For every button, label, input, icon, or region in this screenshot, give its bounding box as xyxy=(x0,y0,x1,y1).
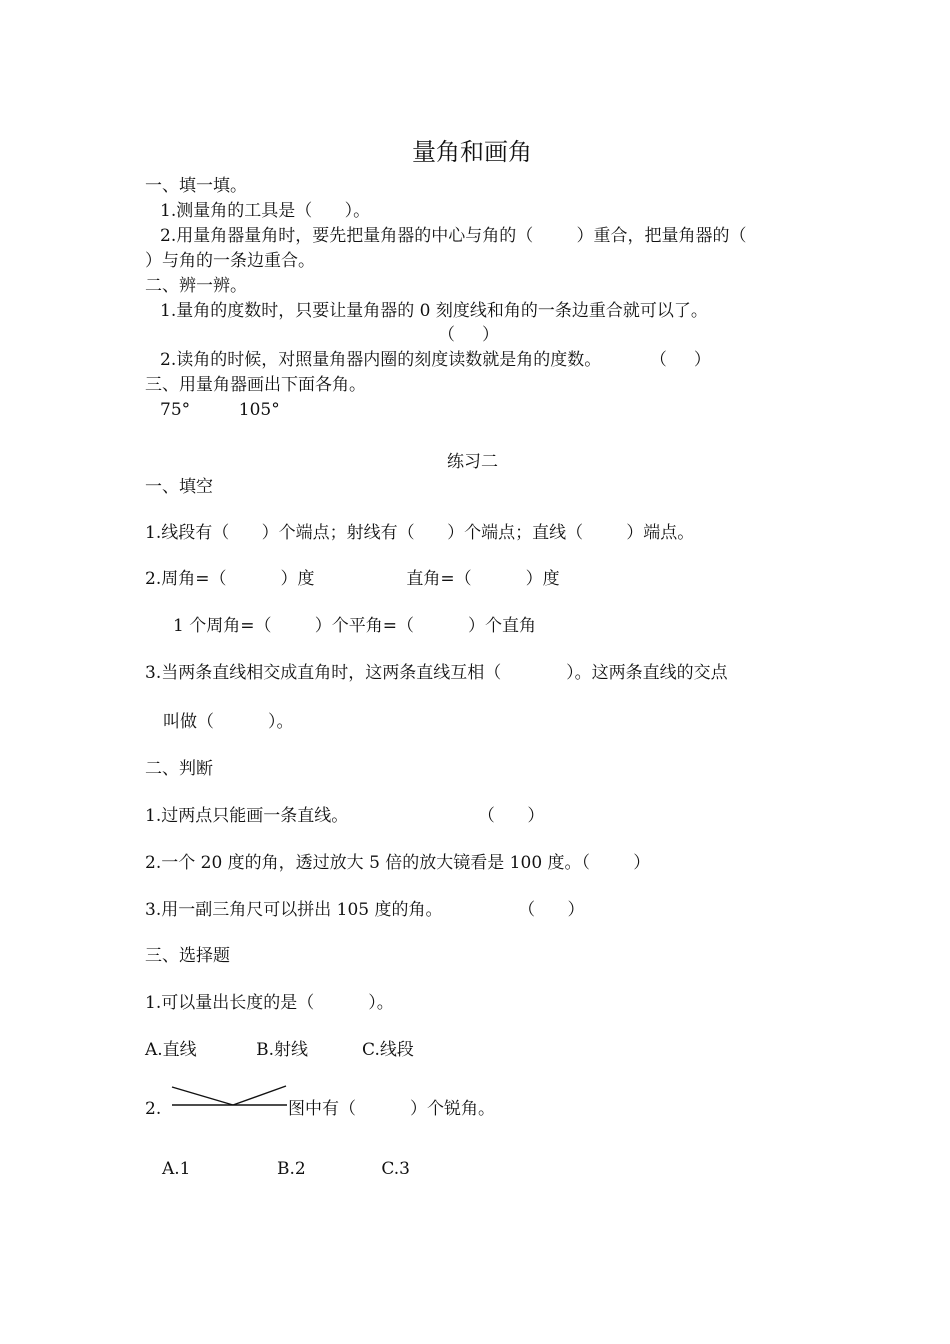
question-text: 2.一个 20 度的角，透过放大 5 倍的放大镜看是 100 度。（ ） xyxy=(145,853,651,873)
section-heading-fill: 一、填一填。 xyxy=(145,176,247,196)
answer-blank: （ ） xyxy=(438,325,500,345)
question-text: 图中有（ ）个锐角。 xyxy=(288,1099,496,1119)
question-text: 3.当两条直线相交成直角时，这两条直线互相（ ）。这两条直线的交点 xyxy=(145,663,728,683)
angle-list: 75° 105° xyxy=(160,400,280,420)
angle-line-right xyxy=(233,1086,286,1105)
question-text: 2.用量角器量角时，要先把量角器的中心与角的（ ）重合，把量角器的（ xyxy=(160,226,747,246)
question-text: 1.量角的度数时，只要让量角器的 0 刻度线和角的一条边重合就可以了。 xyxy=(160,301,708,321)
angle-line-left xyxy=(172,1087,233,1105)
question-text: 叫做（ ）。 xyxy=(163,712,294,732)
question-text: 1.可以量出长度的是（ ）。 xyxy=(145,993,394,1013)
question-text: 3.用一副三角尺可以拼出 105 度的角。 （ ） xyxy=(145,900,585,920)
section-title: 练习二 xyxy=(447,452,498,472)
question-text: 1.线段有（ ）个端点；射线有（ ）个端点；直线（ ）端点。 xyxy=(145,523,695,543)
question-text: 2.读角的时候，对照量角器内圈的刻度读数就是角的度数。 （ ） xyxy=(160,350,711,370)
page-title: 量角和画角 xyxy=(412,138,532,166)
question-text: 1.过两点只能画一条直线。 （ ） xyxy=(145,806,545,826)
angle-figure xyxy=(165,1080,295,1120)
section-heading-draw: 三、用量角器画出下面各角。 xyxy=(145,375,366,395)
options-row: A.直线 B.射线 C.线段 xyxy=(145,1040,414,1060)
question-text: 1 个周角=（ ）个平角=（ ）个直角 xyxy=(173,616,536,636)
section-heading-judge: 二、辨一辨。 xyxy=(145,276,247,296)
options-row: A.1 B.2 C.3 xyxy=(162,1159,410,1179)
section-heading-fill: 一、填空 xyxy=(145,477,213,497)
question-text: 1.测量角的工具是（ ）。 xyxy=(160,201,371,221)
section-heading-judge: 二、判断 xyxy=(145,759,213,779)
question-text: 2.周角=（ ）度 直角=（ ）度 xyxy=(145,569,560,589)
question-number: 2. xyxy=(145,1099,162,1119)
question-text: ）与角的一条边重合。 xyxy=(145,251,315,271)
section-heading-choice: 三、选择题 xyxy=(145,946,230,966)
